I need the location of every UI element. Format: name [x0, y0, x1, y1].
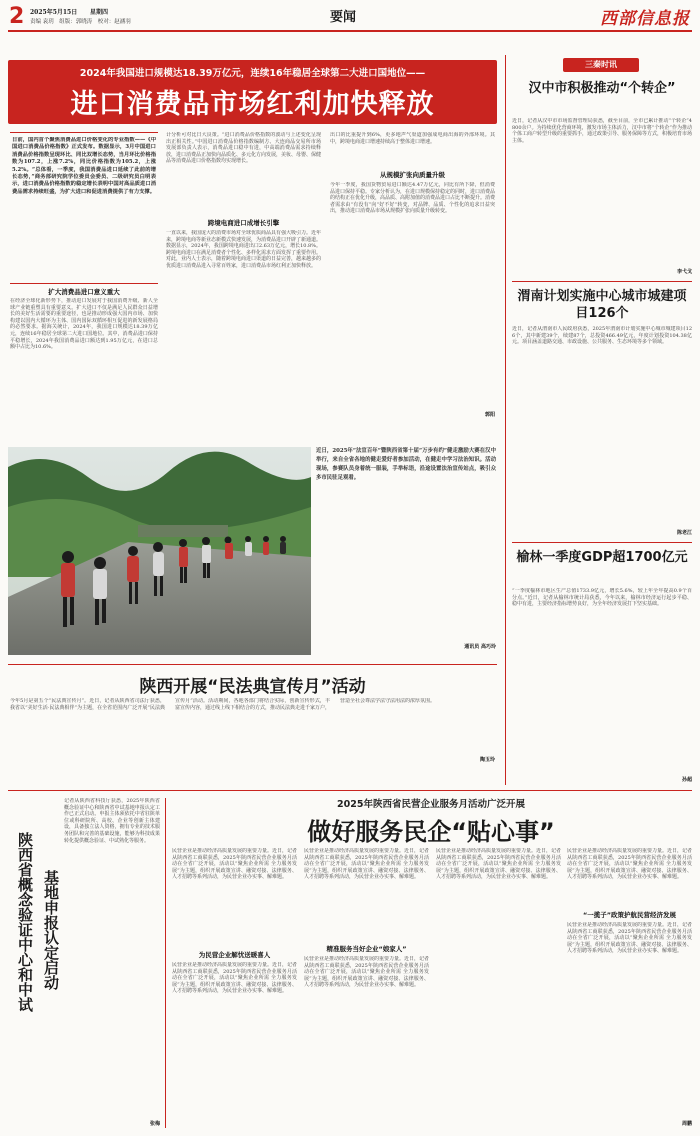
lead-summary: 日前，国内首个聚焦消费品进口价格变化的专业指数——《中国进口消费品价格指数》正式发布。数据显示，3月中国进口消费品价格指数呈现环比、同比双增长态势，当月环比价格指数为107.2，上涨7.2%，同比价格指数为105.2，上涨5.2%。“总体看，一季度，我国消费品进口延续了此前的增长态势，”商务部研究院学位委员会委员、二级研究员白明表示，进口消费品价格指数的稳定增长表明中国对高品质进口消费品需求持续旺盛，为扩大进口和促进消费提供了有力支撑。: [12, 137, 156, 195]
right-column-rule: [505, 55, 506, 785]
weinan-headline: 渭南计划实施中心城市城建项目126个: [517, 289, 687, 321]
paper-logo: 西部信息报: [600, 9, 690, 29]
lead-subhead-2: 跨境电商进口成增长引擎: [207, 219, 280, 227]
lead-col2-body-2: 一直以来，我国庞大的消费市场对全球优质商品具有强大吸引力。近年来，跨境电商等新业态新模式快速发展，为消费品进口开辟了新通道。数据显示，2024年，我国跨境电商进出口2.63万亿元，增长10.8%。跨境电商进口在满足消费者个性化、多样化需求方面发挥了重要作用。对此，业内人士表示，随着跨境电商进口渠道的日益完善，越来越多的优质进口消费品进入寻常百姓家，进口消费品市场红利正加快释放。: [166, 230, 321, 269]
news-badge-label: 三秦时讯: [585, 60, 617, 69]
kpi-body: 记者从陕西省科技厅获悉，2025年陕西省概念验证中心和陕西省中试基地申报认定工作已正式启动。申报主体须依托中省驻陕单位或科研院所、高校、企业等创新主体建设，具备独立法人资格，拥有专业的技术服务团队和完善的基础设施，能够为科技成果转化提供概念验证、中试熟化等服务。: [64, 798, 160, 844]
event-photo: [8, 447, 311, 655]
civil-code-body: 今年5月是第五个“民法典宣传月”。近日，记者从陕西省司法厅获悉，我省以“美好生活·民法典相伴”为主题，在全省范围内广泛开展“民法典宣传月”活动。活动期间，各地各部门将结合实际，创新宣传形式，丰富宣传内容，通过线上线下相结合的方式，推动民法典走进千家万户，营造全社会尊法学法守法用法的浓厚氛围。: [10, 698, 436, 711]
masthead-rule: [8, 30, 692, 32]
bottom-body-col4: 民营企业是推动经济高质量发展的重要力量。近日，记者从陕西省工商联获悉，2025年陕西省民营企业服务月活动在全省广泛开展，活动以“聚焦企业所需 全力服务发展”为主题，组织开展政策宣讲、融资对接、法律服务、人才招聘等系列活动，为民营企业办实事、解难题。: [567, 848, 692, 881]
bottom-body-col4-b: 民营企业是推动经济高质量发展的重要力量。近日，记者从陕西省工商联获悉，2025年陕西省民营企业服务月活动在全省广泛开展，活动以“聚焦企业所需 全力服务发展”为主题，组织开展政策宣讲、融资对接、法律服务、人才招聘等系列活动，为民营企业办实事、解难题。: [567, 922, 692, 955]
editor-credits: 责编 袁玥 组版：郭晓涛 校对：赵涵羽: [30, 19, 131, 25]
yulin-body: “一季度榆林市地区生产总值1733.9亿元，增长5.6%，较上年全年提高0.9个百分点。”近日，记者从榆林市统计局获悉，今年以来，榆林市经济运行起步平稳、稳中有进，主要经济指标增势良好，为全年经济发展打下坚实基础。: [512, 588, 692, 608]
bottom-kicker: 2025年陕西省民营企业服务月活动广泛开展: [337, 799, 525, 810]
page-number: 2: [9, 4, 25, 29]
photo-caption: 近日，2025年“法宣百年”暨陕西省第十届“万步有约”健走激励大赛在汉中举行，来自全省各地的健走爱好者参加活动，在健走中学习法治知识。活动现场，参赛队员身着统一服装，手举标语，沿途设置法治宣传站点，吸引众多市民驻足观看。: [316, 448, 496, 481]
issue-date: 2025年5月15日: [30, 9, 78, 16]
lead-banner: [8, 60, 497, 124]
lead-kicker: 2024年我国进口规模达18.39万亿元，连续16年稳居全球第二大进口国地位——: [79, 68, 426, 79]
kpi-author: 张梅: [149, 1121, 160, 1127]
bottom-body-col2: 民营企业是推动经济高质量发展的重要力量。近日，记者从陕西省工商联获悉，2025年陕西省民营企业服务月活动在全省广泛开展，活动以“聚焦企业所需 全力服务发展”为主题，组织开展政策宣讲、融资对接、法律服务、人才招聘等系列活动，为民营企业办实事、解难题。: [304, 848, 429, 881]
lead-col3-body-2: 今年一季度，我国货物贸易进口额达4.47万亿元，同比有所下降，但消费品进口保持平稳。专家分析认为，在进口规模保持稳定的同时，进口消费品的结构正在优化升级，高品质、高附加值的消费品进口占比不断提升。消费者需求由“有没有”向“好不好”转变，对品牌、品质、个性化的追求日益突出，推动进口消费品市场从规模扩张向质量升级转变。: [330, 182, 495, 215]
photo-caption-box: [316, 447, 496, 655]
lead-subhead-3: 从规模扩张向质量升级: [380, 171, 445, 179]
right-rule-2: [512, 542, 692, 543]
bottom-body-col1-b: 民营企业是推动经济高质量发展的重要力量。近日，记者从陕西省工商联获悉，2025年陕西省民营企业服务月活动在全省广泛开展，活动以“聚焦企业所需 全力服务发展”为主题，组织开展政策宣讲、融资对接、法律服务、人才招聘等系列活动，为民营企业办实事、解难题。: [172, 962, 297, 995]
masthead: [0, 0, 700, 40]
section-title: 要闻: [330, 10, 357, 25]
civil-code-headline: 陕西开展“民法典宣传月”活动: [139, 677, 366, 697]
lead-col3-body: 出口的比重提升到6%，更多地声气渠道加强成电商出海的外部环境。其中，跨境电商进口增速持续高于整体进口增速。: [330, 132, 495, 145]
photo-credit: 通讯员 高巧玲: [464, 644, 496, 650]
bottom-subhead-1: 为民营企业解忧送暖喜人: [198, 951, 271, 959]
lead-author: 郭阳: [484, 412, 495, 418]
bottom-body-col1: 民营企业是推动经济高质量发展的重要力量。近日，记者从陕西省工商联获悉，2025年陕西省民营企业服务月活动在全省广泛开展，活动以“聚焦企业所需 全力服务发展”为主题，组织开展政策宣讲、融资对接、法律服务、人才招聘等系列活动，为民营企业办实事、解难题。: [172, 848, 297, 881]
vertical-headline-2: 基地申报认定启动: [42, 870, 60, 990]
bottom-headline: 做好服务民企“贴心事”: [307, 818, 555, 846]
section-rule: [8, 664, 497, 665]
walkers-photo-illustration: [8, 447, 311, 655]
right-rule-1: [512, 281, 692, 282]
civil-code-author: 陶玉玲: [479, 757, 495, 763]
bottom-subhead-3: “一揽子”政策护航民营经济发展: [582, 911, 677, 919]
bottom-body-col2-b: 民营企业是推动经济高质量发展的重要力量。近日，记者从陕西省工商联获悉，2025年陕西省民营企业服务月活动在全省广泛开展，活动以“聚焦企业所需 全力服务发展”为主题，组织开展政策宣讲、融资对接、法律服务、人才招聘等系列活动，为民营企业办实事、解难题。: [304, 956, 429, 989]
hanzhong-body: 近日，记者从汉中市市场监督管理局获悉，截至目前，全市已累计推动“个转企”4800余户。为持续优化营商环境，激发市场主体活力，汉中市将“个转企”作为推动个体工商户转型升级的重要抓手，通过政策引导、服务保障等方式，积极培育市场主体。: [512, 118, 692, 144]
weinan-author: 陈老江: [676, 530, 692, 536]
bottom-divider: [8, 790, 692, 791]
weinan-body: 近日，记者从渭南市人民政府获悉，2025年渭南市计划实施中心城市城建项目126个，其中新建39个，续建87个，总投资466.49亿元，年度计划投资104.38亿元。项目涵盖道路交通、市政设施、公共服务、生态环境等多个领域。: [512, 326, 692, 346]
lead-subhead-1: 扩大消费品进口意义重大: [48, 288, 120, 296]
hanzhong-author: 李弋戈: [676, 269, 692, 275]
lead-col1-body: 在经济全球化新形势下，推动进口发展对于我国消费升级、新人全球产业链重塑具有重要意义。扩大进口不仅是满足人民群众日益增长的美好生活需要的重要途径，也是推动形成强大国内市场、加快构建以国内大循环为主体、国内国际双循环相互促进的新发展格局的必然要求。据海关统计，2024年，我国进口规模达18.39万亿元，连续16年稳居全球第二大进口国地位。其中，消费品进口保持平稳增长，2024年我国消费品进口额达到1.95万亿元，在进口总额中占比为10.6%。: [10, 298, 158, 351]
yulin-headline: 榆林一季度GDP超1700亿元: [516, 550, 688, 565]
lead-headline: 进口消费品市场红利加快释放: [70, 89, 435, 120]
yulin-author: 孙超: [681, 777, 692, 783]
bottom-subhead-2: 精准服务当好企业“娘家人”: [326, 945, 407, 953]
hanzhong-headline: 汉中市积极推动“个转企”: [528, 81, 676, 96]
vertical-headline: 陕西省概念验证中心和中试: [16, 832, 34, 1012]
news-badge: [563, 58, 639, 72]
lead-summary-box: [10, 132, 158, 284]
bottom-author: 周鹏: [681, 1121, 692, 1127]
bottom-column-rule: [165, 798, 166, 1128]
lead-col2-body: 计分析可对比日大良策。“进口消费品价格指数的波动与上述变化呈现出正相关性。”中国进口消费品价格指数编制方、大连商品交易所市场发展部负责人表示，消费品进口稳中有进，中高端消费品需求持续释放，进口消费品正加快向品质化、多元化方向发展，美妆、母婴、保健品等消费品进口价格指数均实现增长。: [166, 132, 321, 165]
issue-weekday: 星期四: [90, 9, 109, 16]
bottom-body-col3: 民营企业是推动经济高质量发展的重要力量。近日，记者从陕西省工商联获悉，2025年陕西省民营企业服务月活动在全省广泛开展，活动以“聚焦企业所需 全力服务发展”为主题，组织开展政策宣讲、融资对接、法律服务、人才招聘等系列活动，为民营企业办实事、解难题。: [436, 848, 561, 881]
